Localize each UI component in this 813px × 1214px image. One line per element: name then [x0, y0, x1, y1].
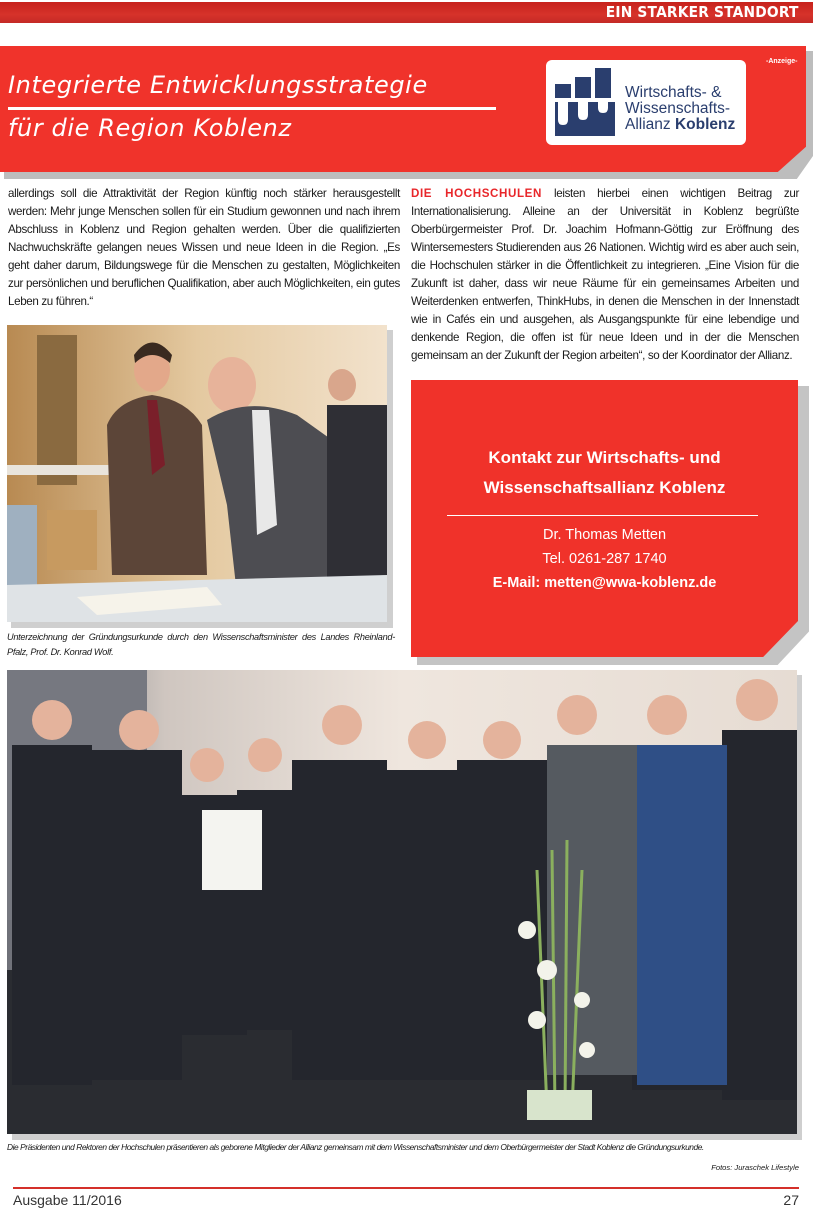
group-photo: [7, 670, 797, 1134]
section-title: EIN STARKER STANDORT: [606, 3, 799, 21]
alliance-logo-icon: [555, 68, 615, 136]
headline-line-2: für die Region Koblenz: [8, 114, 292, 142]
article-right-column: [411, 185, 799, 365]
page-number: 27: [783, 1192, 799, 1208]
footer-rule: [13, 1187, 799, 1189]
contact-name: Dr. Thomas Metten: [542, 527, 667, 543]
ad-label: -Anzeige-: [766, 58, 798, 65]
section-bar: [0, 2, 813, 23]
alliance-logo-text: Wirtschafts- & Wissenschafts- Allianz Koblenz: [625, 84, 736, 133]
signing-photo-caption: Unterzeichnung der Gründungsurkunde durch den Wissenschaftsminister des Landes Rheinland-Pfalz, Prof. Dr. Konrad Wolf.: [7, 632, 395, 657]
headline-rule: [8, 107, 496, 110]
contact-phone[interactable]: Tel. 0261-287 1740: [542, 551, 667, 567]
contact-box: [411, 380, 798, 657]
article-left-column: allerdings soll die Attraktivität der Region künftig noch stärker herausgestellt werden: Mehr junge Menschen sollen für ein Studium gewonnen und nach ihrem Abschluss in Koblenz und Region gehalten werden. Über die qualifizierten Nachwuchskräfte gelangen neues Wissen und neue Ideen in die Region. „Es geht daher darum, Bildungswege für die Menschen zu gestalten, Möglichkeiten zur persönlichen und beruflichen Qualifikation, aber auch Möglichkeiten, ein gutes Leben zu führen.“: [8, 187, 400, 308]
alliance-logo: [546, 60, 746, 145]
signing-photo: [7, 325, 387, 622]
contact-email[interactable]: E-Mail: metten@wwa-koblenz.de: [492, 575, 717, 591]
contact-title: Kontakt zur Wirtschafts- und Wissenschaftsallianz Koblenz: [483, 448, 726, 497]
signing-photo-image: [7, 325, 387, 622]
group-photo-image: [7, 670, 797, 1134]
photo-credit: Fotos: Juraschek Lifestyle: [711, 1163, 799, 1172]
article-right-text: leisten hierbei einen wichtigen Beitrag zur Internationalisierung. Alleine an der Universität in Koblenz begrüßte Oberbürgermeister Prof. Dr. Joachim Hofmann-Göttig zur Eröffnung des Wintersemesters Studierenden aus 26 Nationen. Wichtig wird es aber auch sein, die Hochschulen stärker in die Öffentlichkeit zu integrieren. „Eine Vision für die Zukunft ist daher, dass wir neue Räume für ein gemeinsames Arbeiten und Weiterdenken entwerfen, ThinkHubs, in denen die Menschen in der Innenstadt wie in Cafés ein und ausgehen, als Ausgangspunkte für eine lebendige und denkende Region, die offen ist für neue Ideen und in der die Menschen gemeinsam an der Zukunft der Region arbeiten“, so der Koordinator der Allianz.: [411, 187, 799, 362]
section-lead: DIE HOCHSCHULEN: [411, 187, 542, 200]
contact-divider: [447, 515, 758, 516]
group-photo-caption: Die Präsidenten und Rektoren der Hochschulen präsentieren als geborene Mitglieder der Allianz gemeinsam mit dem Wissenschaftsminister und dem Oberbürgermeister der Stadt Koblenz die Gründungsurkunde.: [7, 1142, 704, 1152]
headline-line-1: Integrierte Entwicklungsstrategie: [8, 71, 428, 99]
issue-label: Ausgabe 11/2016: [13, 1192, 122, 1208]
